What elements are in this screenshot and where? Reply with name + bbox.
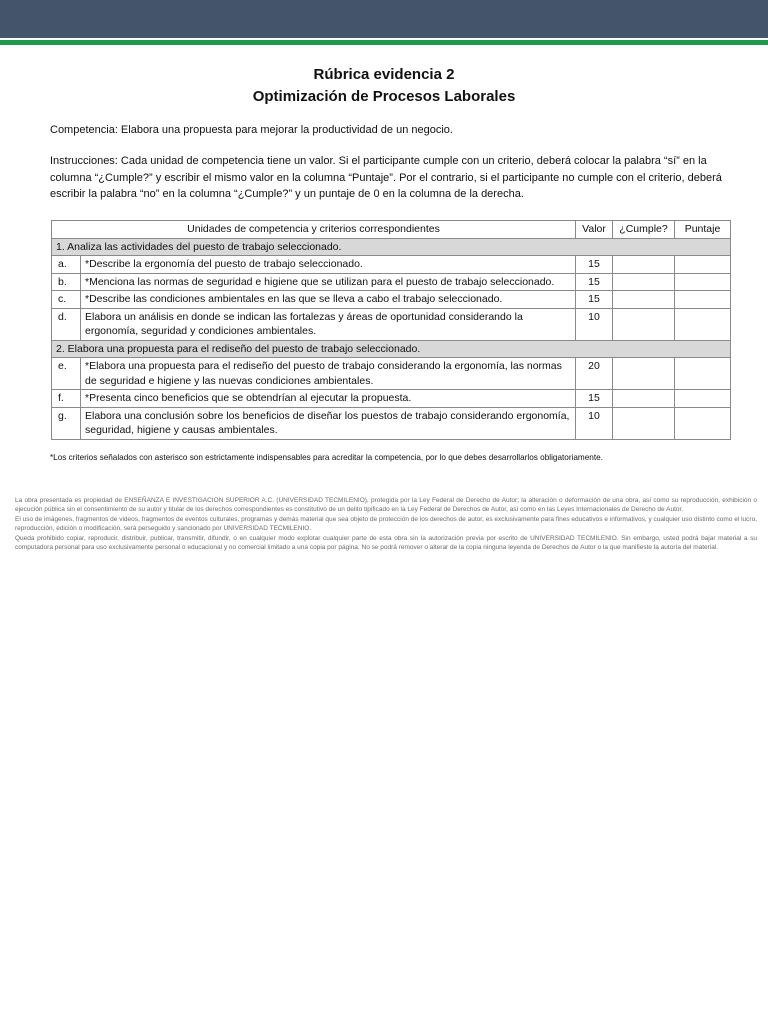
- criterion-text: *Elabora una propuesta para el rediseño del puesto de trabajo considerando la ergonomía, las normas de seguridad e higiene y las nuevas condiciones ambientales.: [81, 358, 576, 390]
- cumple-cell[interactable]: [613, 407, 675, 439]
- criterion-text: *Describe la ergonomía del puesto de trabajo seleccionado.: [81, 256, 576, 274]
- table-row: [52, 273, 731, 291]
- criterion-letter: b.: [52, 273, 81, 291]
- section-title: 2. Elabora una propuesta para el rediseño del puesto de trabajo seleccionado.: [52, 340, 731, 358]
- rubric-table: [51, 220, 731, 440]
- table-header-row: [52, 221, 731, 239]
- legal-paragraph: Queda prohibido copiar, reproducir, distribuir, publicar, transmitir, difundir, o en cualquier modo explotar cualquier parte de esta obra sin la autorización previa por escrito de UNIVERSIDAD TECMILENIO. Sin embargo, usted podrá bajar material a su computadora personal para uso exclusivamente personal o educacional y no comercial limitado a una copia por página. No se podrá remover o alterar de la copia ninguna leyenda de Derechos de Autor o la que manifieste la autoría del material.: [15, 534, 757, 552]
- puntaje-cell[interactable]: [675, 308, 731, 340]
- criterion-valor: 15: [576, 273, 613, 291]
- criterion-letter: a.: [52, 256, 81, 274]
- puntaje-cell[interactable]: [675, 407, 731, 439]
- document-header: [0, 64, 768, 108]
- puntaje-cell[interactable]: [675, 291, 731, 309]
- section-title: 1. Analiza las actividades del puesto de trabajo seleccionado.: [52, 238, 731, 256]
- cumple-cell[interactable]: [613, 390, 675, 408]
- section-row: [52, 340, 731, 358]
- top-banner: [0, 0, 768, 38]
- table-row: [52, 407, 731, 439]
- header-puntaje: Puntaje: [675, 221, 731, 239]
- cumple-cell[interactable]: [613, 358, 675, 390]
- table-row: [52, 291, 731, 309]
- puntaje-cell[interactable]: [675, 256, 731, 274]
- criterion-text: *Describe las condiciones ambientales en las que se lleva a cabo el trabajo seleccionado.: [81, 291, 576, 309]
- table-row: [52, 256, 731, 274]
- legal-paragraph: La obra presentada es propiedad de ENSEÑANZA E INVESTIGACION SUPERIOR A.C. (UNIVERSIDAD TECMILENIO), protegida por la Ley Federal de Derecho de Autor; la alteración o deformación de una obra, así como su reproducción, exhibición o ejecución pública sin el consentimiento de su autor y titular de los derechos correspondientes es constitutivo de un delito tipificado en la Ley Federal de Derechos de Autor, así como en las Leyes Internacionales de Derecho de Autor.: [15, 497, 757, 514]
- criterion-letter: e.: [52, 358, 81, 390]
- criterion-letter: c.: [52, 291, 81, 309]
- criterion-valor: 15: [576, 291, 613, 309]
- criterion-valor: 10: [576, 407, 613, 439]
- criterion-text: *Menciona las normas de seguridad e higiene que se utilizan para el puesto de trabajo seleccionado.: [81, 273, 576, 291]
- document-title: Rúbrica evidencia 2: [313, 66, 455, 83]
- criterion-valor: 20: [576, 358, 613, 390]
- cumple-cell[interactable]: [613, 291, 675, 309]
- competencia-text: Competencia: Elabora una propuesta para mejorar la productividad de un negocio.: [50, 124, 453, 136]
- puntaje-cell[interactable]: [675, 358, 731, 390]
- asterisk-note: *Los criterios señalados con asterisco son estrictamente indispensables para acreditar la competencia, por lo que debes desarrollarlos obligatoriamente.: [50, 453, 603, 462]
- cumple-cell[interactable]: [613, 308, 675, 340]
- criterion-letter: g.: [52, 407, 81, 439]
- criterion-letter: f.: [52, 390, 81, 408]
- table-row: [52, 358, 731, 390]
- criterion-text: Elabora un análisis en donde se indican las fortalezas y áreas de oportunidad considerando la ergonomía, seguridad y condiciones ambientales.: [81, 308, 576, 340]
- table-row: [52, 308, 731, 340]
- criterion-valor: 10: [576, 308, 613, 340]
- copyright-notice: [15, 496, 757, 552]
- instrucciones-text: Instrucciones: Cada unidad de competencia tiene un valor. Si el participante cumple con un criterio, deberá colocar la palabra “sí” en la columna “¿Cumple?” y escribir el mismo valor en la columna “Puntaje”. Por el contrario, si el participante no cumple con el criterio, deberá escribir la palabra “no” en la columna “¿Cumple?” y un puntaje de 0 en la columna de la derecha.: [50, 155, 722, 200]
- header-cumple: ¿Cumple?: [613, 221, 675, 239]
- table-row: [52, 390, 731, 408]
- section-row: [52, 238, 731, 256]
- puntaje-cell[interactable]: [675, 390, 731, 408]
- criterion-valor: 15: [576, 256, 613, 274]
- puntaje-cell[interactable]: [675, 273, 731, 291]
- criterion-valor: 15: [576, 390, 613, 408]
- accent-line: [0, 40, 768, 45]
- header-valor: Valor: [576, 221, 613, 239]
- criterion-letter: d.: [52, 308, 81, 340]
- header-unidades: Unidades de competencia y criterios correspondientes: [52, 221, 576, 239]
- cumple-cell[interactable]: [613, 273, 675, 291]
- criterion-text: *Presenta cinco beneficios que se obtendrían al ejecutar la propuesta.: [81, 390, 576, 408]
- cumple-cell[interactable]: [613, 256, 675, 274]
- criterion-text: Elabora una conclusión sobre los beneficios de diseñar los puestos de trabajo considerando ergonomía, seguridad, higiene y causas ambientales.: [81, 407, 576, 439]
- document-subtitle: Optimización de Procesos Laborales: [252, 88, 516, 105]
- legal-paragraph: El uso de imágenes, fragmentos de videos, fragmentos de eventos culturales, programas y demás material que sea objeto de protección de los derechos de autor, es exclusivamente para fines educativos e informativos, y cualquier uso distinto como el lucro, reproducción, edición o modificación, será perseguido y sancionado por UNIVERSIDAD TECMILENIO.: [15, 515, 757, 533]
